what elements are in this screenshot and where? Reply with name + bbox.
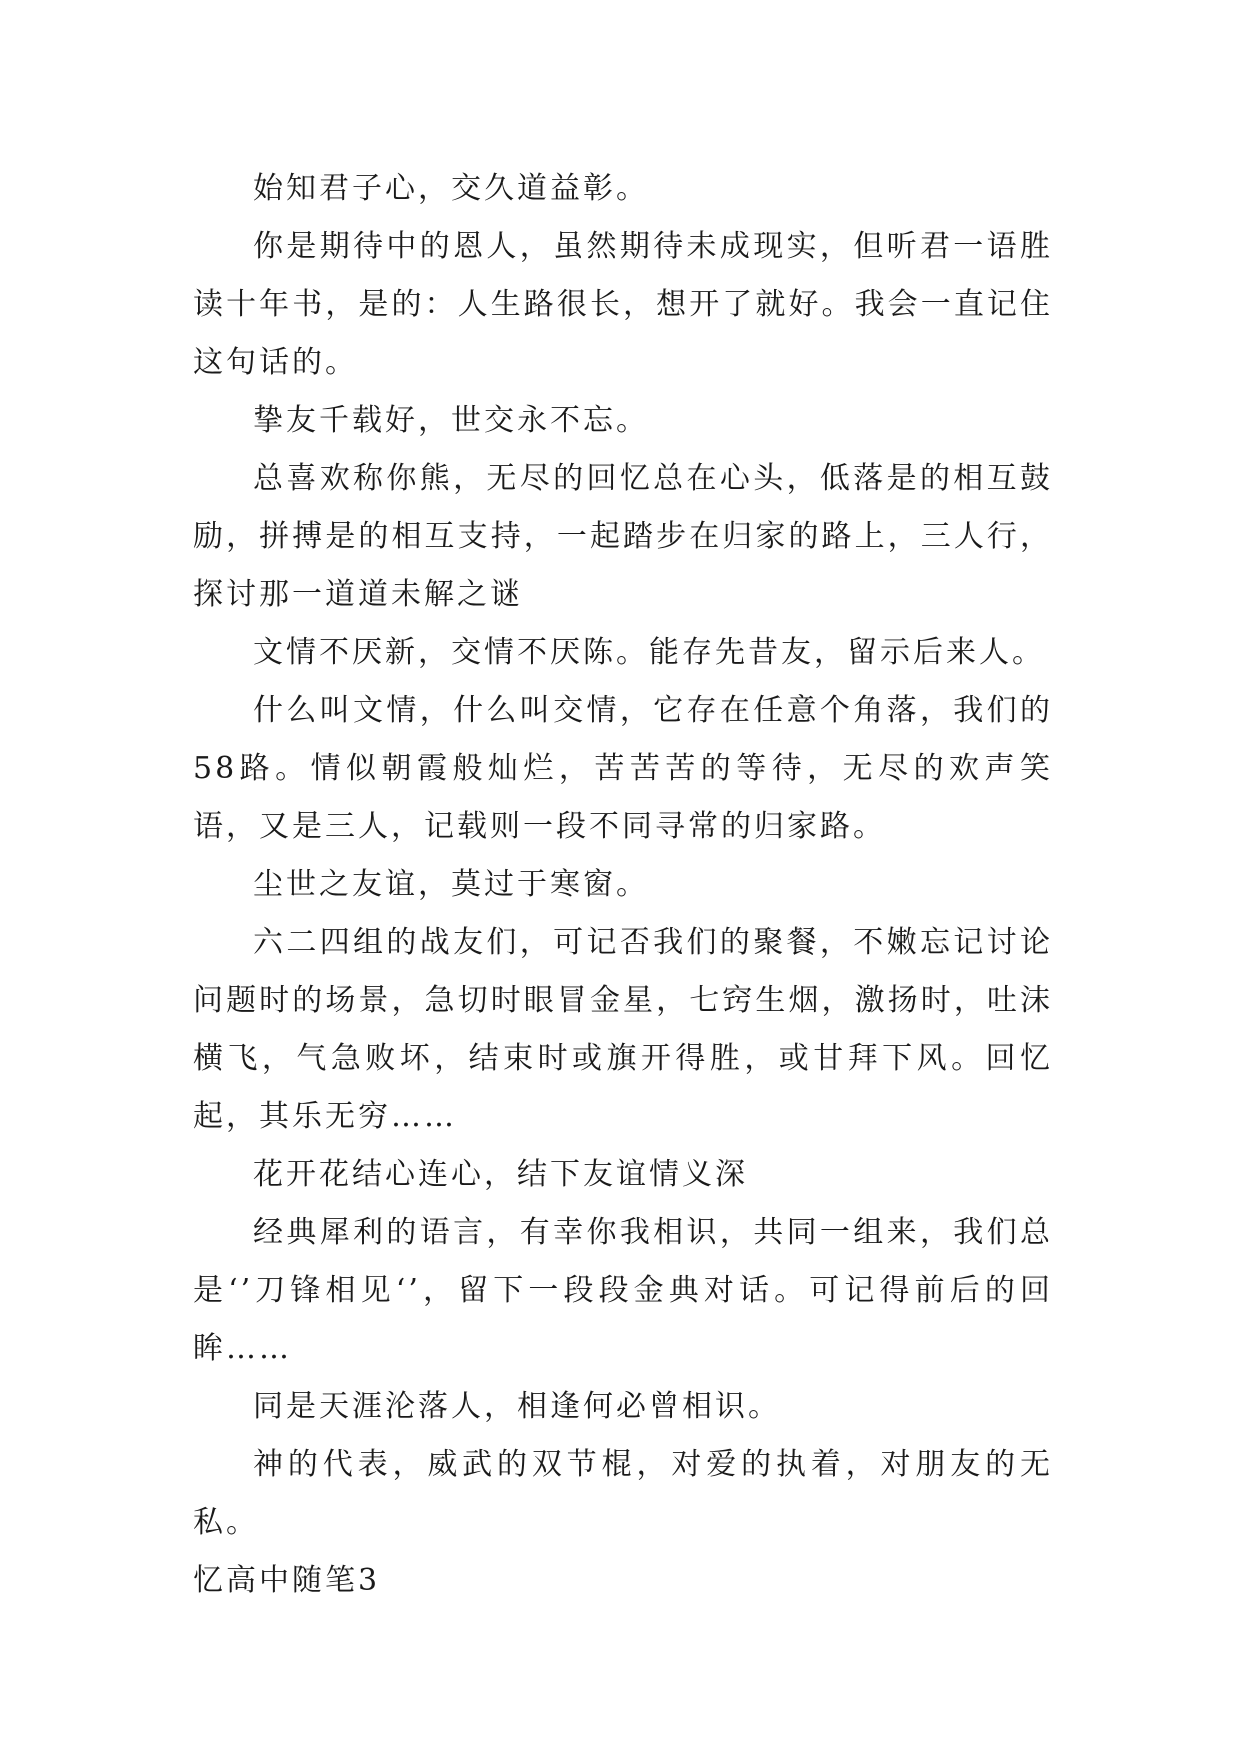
section-heading: 忆高中随笔3 (193, 1563, 381, 1598)
paragraph: 六二四组的战友们，可记否我们的聚餐，不嫩忘记讨论问题时的场景，急切时眼冒金星，七窍生烟，激扬时，吐沫横飞，气急败坏，结束时或旗开得胜，或甘拜下风。回忆起，其乐无穷…… (193, 925, 1053, 1134)
paragraph: 什么叫文情，什么叫交情，它存在任意个角落，我们的58路。情似朝霞般灿烂，苦苦苦的等待，无尽的欢声笑语，又是三人，记载则一段不同寻常的归家路。 (193, 693, 1053, 844)
paragraph: 同是天涯沦落人，相逢何必曾相识。 (253, 1389, 781, 1424)
document-body (193, 160, 1053, 1610)
paragraph: 文情不厌新，交情不厌陈。能存先昔友，留示后来人。 (253, 635, 1045, 670)
paragraph: 总喜欢称你熊，无尽的回忆总在心头，低落是的相互鼓励，拼搏是的相互支持，一起踏步在归家的路上，三人行，探讨那一道道未解之谜 (193, 461, 1053, 612)
paragraph: 经典犀利的语言，有幸你我相识，共同一组来，我们总是‘’刀锋相见‘’，留下一段段金典对话。可记得前后的回眸…… (193, 1215, 1053, 1366)
paragraph: 神的代表，威武的双节棍，对爱的执着，对朋友的无私。 (193, 1447, 1053, 1540)
paragraph: 挚友千载好，世交永不忘。 (253, 403, 649, 438)
paragraph: 始知君子心，交久道益彰。 (253, 171, 649, 206)
paragraph: 花开花结心连心，结下友谊情义深 (253, 1157, 748, 1192)
paragraph: 尘世之友谊，莫过于寒窗。 (253, 867, 649, 902)
paragraph: 你是期待中的恩人，虽然期待未成现实，但听君一语胜读十年书，是的：人生路很长，想开了就好。我会一直记住这句话的。 (193, 229, 1053, 380)
